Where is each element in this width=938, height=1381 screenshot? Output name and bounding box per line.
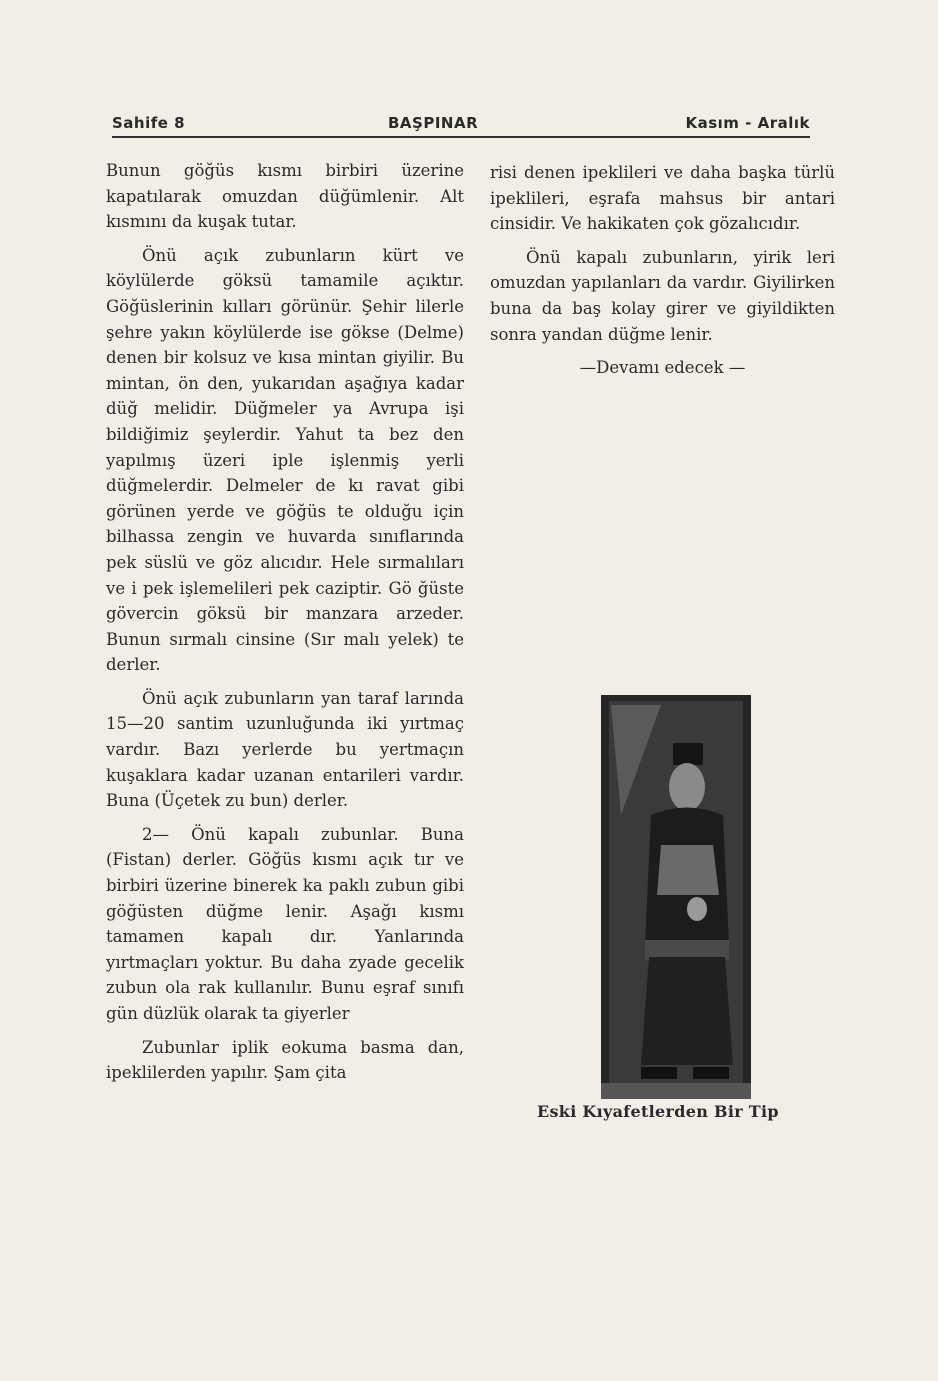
paragraph: Önü açık zubunların yan taraf larında 15—20 santim uzunluğunda iki yırtmaç vardır. Bazı yerlerde bu yertmaçın kuşaklara kadar uzanan entarileri vardır. Buna (Üçetek zu bun) derler. [106,688,464,811]
magazine-title: BAŞPINAR [388,114,479,132]
page-header [112,112,810,138]
portrait-photo-icon [601,695,751,1099]
issue-date: Kasım - Aralık [685,114,810,132]
to-be-continued: —Devamı edecek — [579,358,746,378]
paragraph: Zubunlar iplik eokuma basma dan, ipeklilerden yapılır. Şam çita [106,1037,464,1083]
paragraph: 2— Önü kapalı zubunlar. Buna (Fistan) derler. Göğüs kısmı açık tır ve birbiri üzerine binerek ka paklı zubun gibi göğüsten düğme lenir. Aşağı kısmı tamamen kapalı dır. Yanlarında yırtmaçları yoktur. Bu daha zyade gecelik zubun ola rak kullanılır. Bunu eşraf sınıfı gün düzlük olarak ta giyerler [106,824,464,1023]
paragraph: Önü açık zubunların kürt ve köylülerde göksü tamamile açıktır. Göğüslerinin kılları görünür. Şehir lilerle şehre yakın köylülerde ise gökse (Delme) denen bir kolsuz ve kısa mintan giyilir. Bu mintan, ön den, yukarıdan aşağıya kadar düğ melidir. Düğmeler ya Avrupa işi bildiğimiz şeylerdir. Yahut ta bez den yapılmış üzeri iple işlenmiş yerli düğmelerdir. Delmeler de kı ravat gibi görünen yerde ve göğüs te olduğu için bilhassa zengin ve huvarda sınıflarında pek süslü ve göz alıcıdır. Hele sırmalıları ve i pek işlemelileri pek caziptir. Gö ğüste gövercin göksü bir manzara arzeder. Bunun sırmalı cinsine (Sır malı yelek) te derler. [106,245,464,675]
paragraph: Bunun göğüs kısmı birbiri üzerine kapatılarak omuzdan düğümlenir. Alt kısmını da kuşak tutar. [106,161,464,232]
left-column [106,158,464,1094]
paragraph: Önü kapalı zubunların, yirik leri omuzdan yapılanları da vardır. Giyilirken buna da baş kolay girer ve giyildikten sonra yandan düğme lenir. [490,247,835,344]
page-number: Sahife 8 [112,114,186,132]
right-column [490,160,835,389]
paragraph: risi denen ipeklileri ve daha başka türlü ipeklileri, eşrafa mahsus bir antari cinsidir. Ve hakikaten çok gözalıcıdır. [490,163,835,234]
photo-caption: Eski Kıyafetlerden Bir Tip [537,1102,779,1121]
